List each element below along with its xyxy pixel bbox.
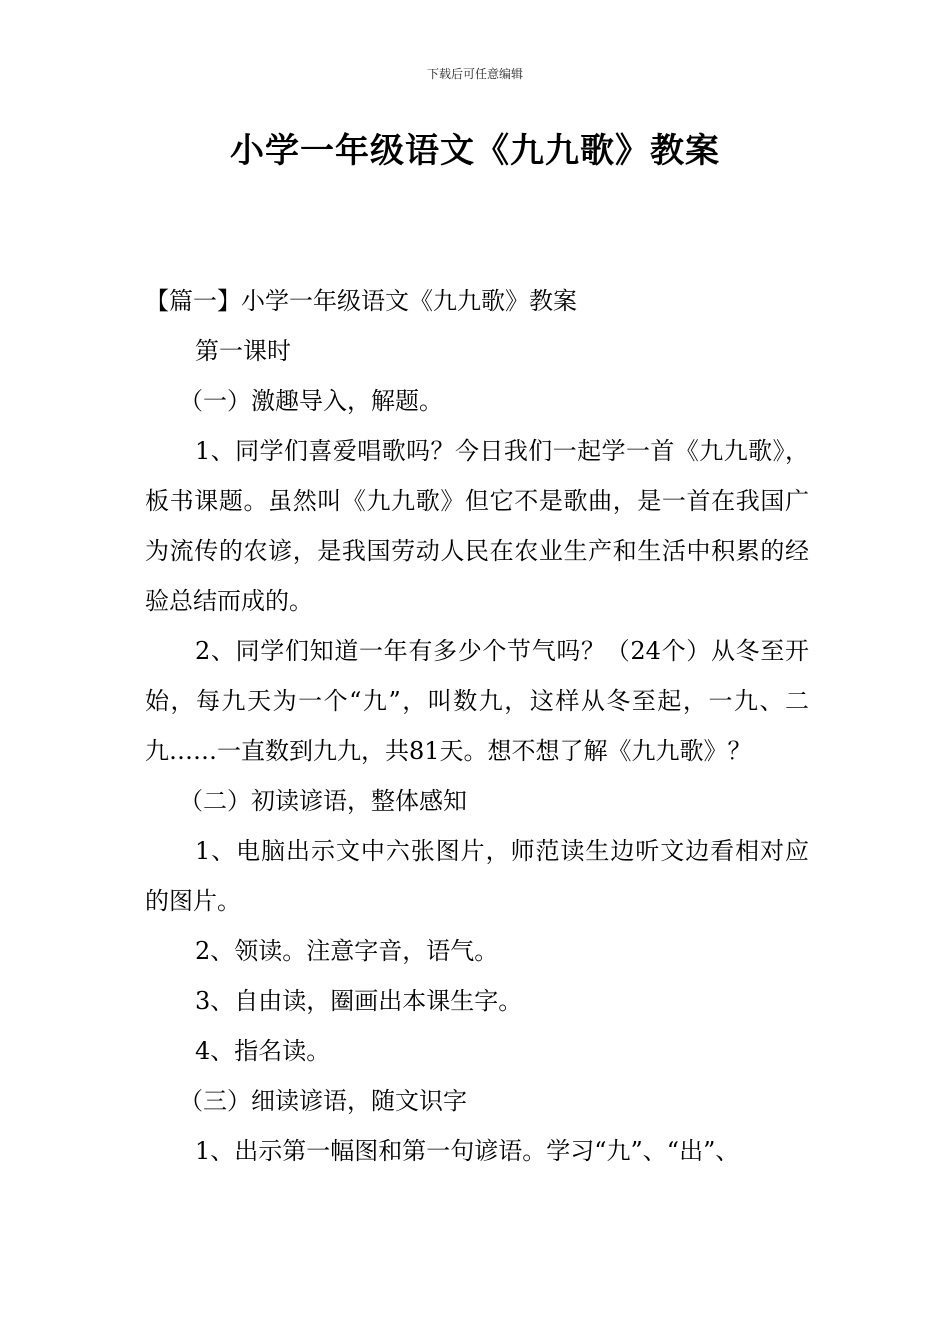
lesson-period: 第一课时: [195, 337, 291, 365]
section-heading: 【篇一】小学一年级语文《九九歌》教案: [145, 287, 577, 315]
paragraph: 1、电脑出示文中六张图片，师范读生边听文边看相对应的图片。: [145, 837, 809, 915]
subsection-heading: （二）初读谚语，整体感知: [179, 787, 467, 815]
paragraph: 1、出示第一幅图和第一句谚语。学习“九”、“出”、: [195, 1137, 740, 1165]
paragraph: 2、领读。注意字音，语气。: [195, 937, 499, 965]
header-note: 下载后可任意编辑: [426, 67, 523, 81]
paragraph: 3、自由读，圈画出本课生字。: [195, 987, 523, 1015]
document-body: [145, 276, 809, 1176]
subsection-heading: （一）激趣导入，解题。: [179, 387, 443, 415]
subsection-heading: （三）细读谚语，随文识字: [179, 1087, 467, 1115]
paragraph: 2、同学们知道一年有多少个节气吗？（24个）从冬至开始，每九天为一个“九”，叫数九，这样从冬至起，一九、二九……一直数到九九，共81天。想不想了解《九九歌》？: [145, 637, 809, 765]
document-title: 小学一年级语文《九九歌》教案: [230, 131, 720, 171]
paragraph: 4、指名读。: [195, 1037, 331, 1065]
paragraph: 1、同学们喜爱唱歌吗？今日我们一起学一首《九九歌》，板书课题。虽然叫《九九歌》但它不是歌曲，是一首在我国广为流传的农谚，是我国劳动人民在农业生产和生活中积累的经验总结而成的。: [145, 437, 809, 615]
